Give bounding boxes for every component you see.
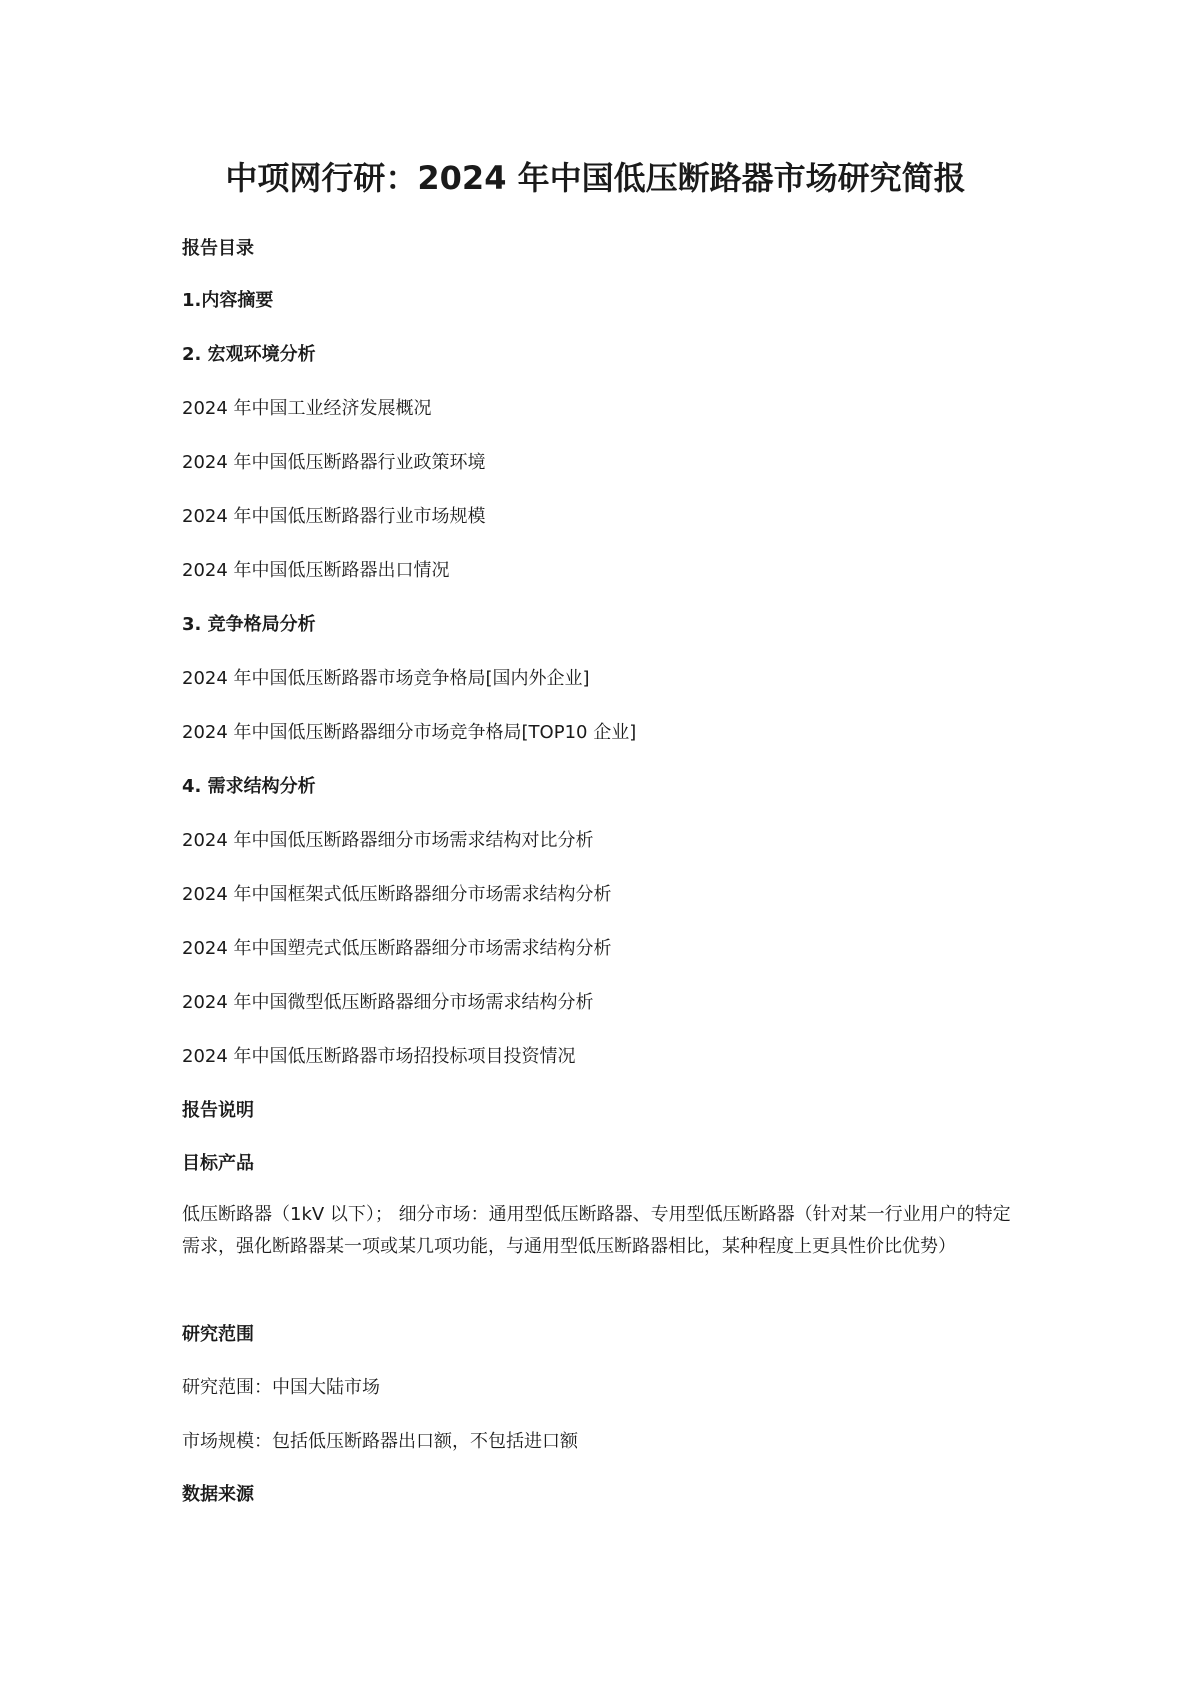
toc-item: 2024 年中国低压断路器行业市场规模 xyxy=(182,506,486,527)
target-product-heading: 目标产品 xyxy=(182,1153,254,1174)
toc-section-1: 1.内容摘要 xyxy=(182,290,274,311)
data-source-heading: 数据来源 xyxy=(182,1484,254,1505)
scope-region: 研究范围：中国大陆市场 xyxy=(182,1377,380,1398)
toc-item: 2024 年中国工业经济发展概况 xyxy=(182,398,432,419)
toc-item: 2024 年中国低压断路器行业政策环境 xyxy=(182,452,486,473)
notes-heading: 报告说明 xyxy=(182,1100,254,1121)
toc-item: 2024 年中国低压断路器细分市场需求结构对比分析 xyxy=(182,830,594,851)
scope-heading: 研究范围 xyxy=(182,1324,254,1345)
toc-heading: 报告目录 xyxy=(182,238,254,259)
document-title: 中项网行研：2024 年中国低压断路器市场研究简报 xyxy=(225,159,966,197)
toc-item: 2024 年中国低压断路器出口情况 xyxy=(182,560,450,581)
toc-item: 2024 年中国塑壳式低压断路器细分市场需求结构分析 xyxy=(182,938,612,959)
scope-market-size: 市场规模：包括低压断路器出口额，不包括进口额 xyxy=(182,1431,578,1452)
toc-item: 2024 年中国低压断路器市场招投标项目投资情况 xyxy=(182,1046,576,1067)
toc-section-4: 4. 需求结构分析 xyxy=(182,776,316,797)
target-product-text: 低压断路器（1kV 以下）； 细分市场：通用型低压断路器、专用型低压断路器（针对某一行业用户的特定需求，强化断路器某一项或某几项功能，与通用型低压断路器相比，某种程度上更具性价比优势） xyxy=(182,1204,1011,1257)
toc-section-2: 2. 宏观环境分析 xyxy=(182,344,316,365)
toc-item: 2024 年中国微型低压断路器细分市场需求结构分析 xyxy=(182,992,594,1013)
toc-item: 2024 年中国低压断路器市场竞争格局[国内外企业] xyxy=(182,668,590,689)
toc-section-3: 3. 竞争格局分析 xyxy=(182,614,316,635)
toc-item: 2024 年中国框架式低压断路器细分市场需求结构分析 xyxy=(182,884,612,905)
toc-item: 2024 年中国低压断路器细分市场竞争格局[TOP10 企业] xyxy=(182,722,637,743)
